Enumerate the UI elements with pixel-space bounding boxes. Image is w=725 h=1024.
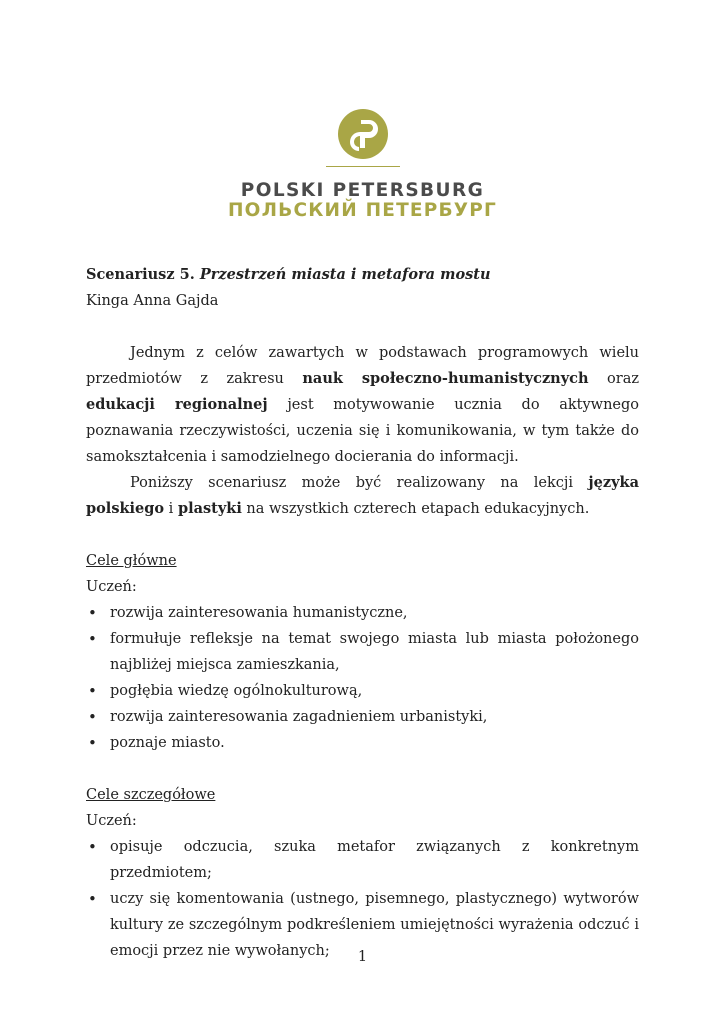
para2-text-3: na wszystkich czterech etapach edukacyjnych. bbox=[241, 501, 590, 517]
paragraph-intro bbox=[86, 340, 639, 470]
list-item: • pogłębia wiedzę ogólnokulturową, bbox=[86, 678, 639, 704]
para1-text-2: oraz bbox=[588, 371, 639, 387]
list-item: • rozwija zainteresowania zagadnieniem urbanistyki, bbox=[86, 704, 639, 730]
main-goals-list bbox=[86, 600, 639, 756]
section-lead-main-goals: Uczeń: bbox=[86, 579, 137, 595]
list-item: • opisuje odczucia, szuka metafor związanych z konkretnym przedmiotem; bbox=[86, 834, 639, 886]
title-prefix: Scenariusz 5. bbox=[86, 266, 195, 283]
list-item: • uczy się komentowania (ustnego, pisemnego, plastycznego) wytworów kultury ze szczególnym podkreśleniem umiejętności wyrażenia odczuć i emocji przez nie wywołanych; bbox=[86, 886, 639, 964]
list-item: • poznaje miasto. bbox=[86, 730, 639, 756]
para2-text-1: Poniższy scenariusz może być realizowany na lekcji bbox=[130, 475, 589, 491]
document-author: Kinga Anna Gajda bbox=[86, 293, 219, 309]
title-italic: Przestrzeń miasta i metafora mostu bbox=[199, 266, 491, 283]
para2-text-2: i bbox=[164, 501, 178, 517]
list-item: • rozwija zainteresowania humanistyczne, bbox=[86, 600, 639, 626]
para1-text-3: jest motywowanie ucznia do aktywnego poznawania rzeczywistości, uczenia się i komunikowania, w tym także do samokształcenia i samodzielnego docierania do informacji. bbox=[86, 397, 640, 465]
detailed-goals-list bbox=[86, 834, 639, 964]
para2-bold-1: języka polskiego bbox=[86, 474, 639, 517]
header-logo bbox=[0, 108, 725, 221]
para1-bold-1: nauk społeczno-humanistycznych bbox=[302, 370, 589, 387]
document-body bbox=[86, 262, 639, 964]
para1-text-1: Jednym z celów zawartych w podstawach programowych wielu przedmiotów z zakresu bbox=[86, 345, 639, 387]
paragraph-scope bbox=[86, 470, 639, 522]
page-number: 1 bbox=[357, 949, 368, 965]
section-heading-main-goals: Cele główne bbox=[86, 553, 177, 569]
section-heading-detailed-goals: Cele szczegółowe bbox=[86, 787, 216, 803]
logo-text-cyrillic: ПОЛЬСКИЙ ПЕТЕРБУРГ bbox=[227, 200, 498, 221]
para2-bold-2: plastyki bbox=[177, 500, 242, 517]
logo-text-latin: POLSKI PETERSBURG bbox=[240, 180, 485, 201]
logo-divider bbox=[326, 166, 400, 167]
dp-monogram-logo-icon bbox=[337, 108, 389, 160]
document-title bbox=[86, 262, 639, 288]
para1-bold-2: edukacji regionalnej bbox=[86, 396, 268, 413]
list-item: • formułuje refleksje na temat swojego miasta lub miasta położonego najbliżej miejsca zamieszkania, bbox=[86, 626, 639, 678]
section-lead-detailed-goals: Uczeń: bbox=[86, 813, 137, 829]
